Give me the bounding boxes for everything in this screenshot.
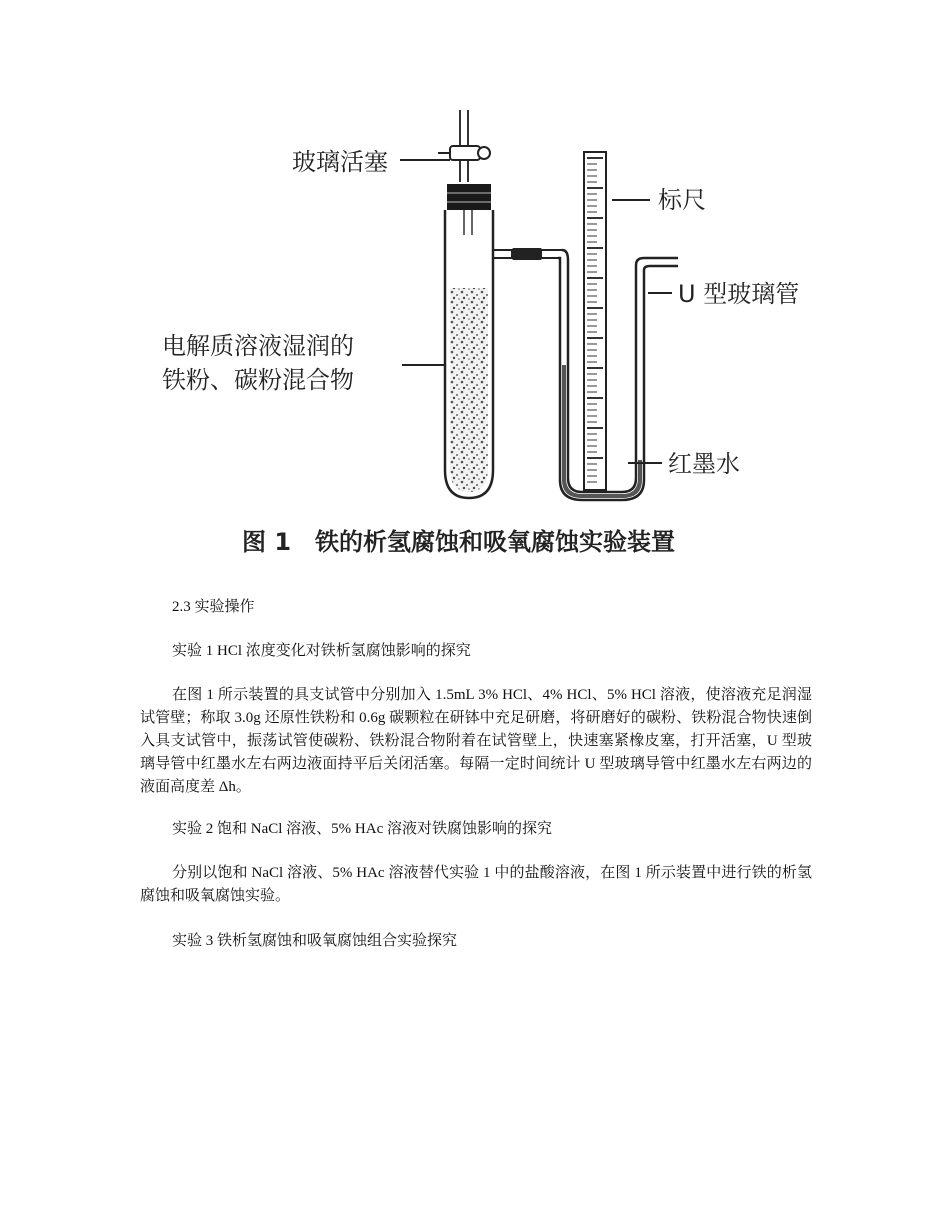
section-heading-2-3: 2.3 实验操作 bbox=[172, 599, 255, 615]
mixture-label-line1: 电解质溶液湿润的 bbox=[162, 332, 354, 360]
apparatus-figure bbox=[150, 100, 830, 570]
experiment-2-heading: 实验 2 饱和 NaCl 溶液、5% HAc 溶液对铁腐蚀影响的探究 bbox=[172, 821, 552, 837]
red-ink-label: 红墨水 bbox=[668, 450, 740, 478]
leader-lines bbox=[400, 160, 672, 463]
experiment-3-heading: 实验 3 铁析氢腐蚀和吸氧腐蚀组合实验探究 bbox=[172, 933, 458, 949]
stopcock-label: 玻璃活塞 bbox=[292, 148, 388, 176]
mixture-label-line2: 铁粉、碳粉混合物 bbox=[162, 366, 354, 394]
rubber-stopper bbox=[447, 184, 491, 210]
scale-label: 标尺 bbox=[658, 186, 706, 214]
measuring-scale bbox=[584, 152, 606, 490]
experiment-1-procedure: 在图 1 所示装置的具支试管中分别加入 1.5mL 3% HCl、4% HCl、5% HCl 溶液，使溶液充足润湿试管壁；称取 3.0g 还原性铁粉和 0.6g 碳颗粒在研钵中充足研磨，将研磨好的碳粉、铁粉混合物快速倒入具支试管中，振荡试管使碳粉、铁粉混合物附着在试管壁上，快速塞紧橡皮塞，打开活塞，U 型玻璃导管中红墨水左右两边液面持平后关闭活塞。每隔一定时间统计 U 型玻璃导管中红墨水左右两边的液面高度差 Δh。 bbox=[140, 687, 812, 795]
branch-test-tube bbox=[445, 210, 512, 498]
figure-caption: 图 1 铁的析氢腐蚀和吸氧腐蚀实验装置 bbox=[242, 528, 676, 556]
u-tube-label: U 型玻璃管 bbox=[678, 280, 800, 308]
stopcock-assembly bbox=[438, 110, 490, 182]
connector-tube bbox=[512, 248, 562, 260]
experiment-1-heading: 实验 1 HCl 浓度变化对铁析氢腐蚀影响的探究 bbox=[172, 643, 471, 659]
experiment-2-procedure: 分别以饱和 NaCl 溶液、5% HAc 溶液替代实验 1 中的盐酸溶液，在图 1 所示装置中进行铁的析氢腐蚀和吸氧腐蚀实验。 bbox=[140, 865, 812, 904]
